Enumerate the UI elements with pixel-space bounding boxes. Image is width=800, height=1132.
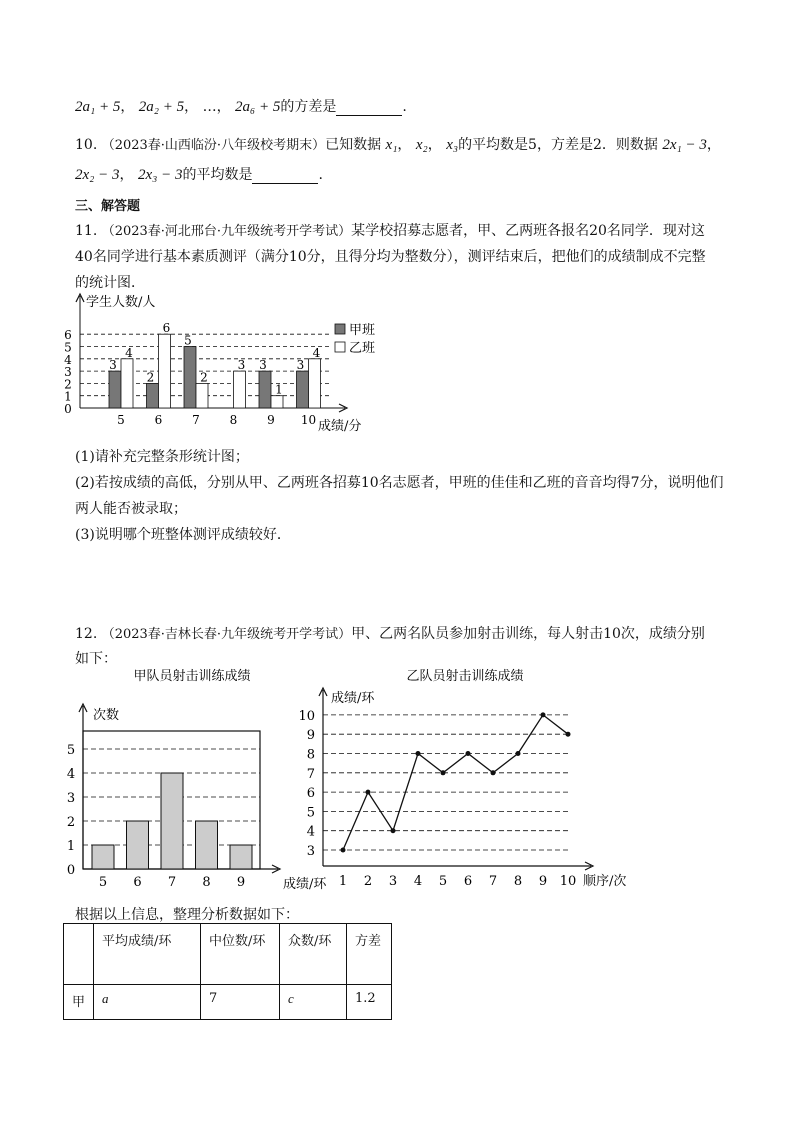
yi-shooting-line-chart [295, 666, 645, 896]
y-tick-label: 3 [66, 791, 76, 806]
legend-swatch-yi [335, 342, 345, 352]
bar [161, 773, 183, 869]
x-axis-title: 成绩/分 [318, 419, 362, 434]
q10-expr1: 2x₁ − 3 [662, 137, 707, 153]
q12-source: （2023春·吉林长春·九年级统考开学考试） [101, 627, 352, 642]
q10-line-2: 2x₂ − 3， 2x₃ − 3的平均数是 . [75, 167, 323, 183]
table-header-cell: 平均成绩/环 [94, 924, 201, 985]
q12-after: 根据以上信息，整理分析数据如下： [75, 907, 299, 923]
y-axis-title: 学生人数/人 [86, 295, 156, 310]
table-header-row [64, 924, 392, 985]
q11-line-3: 的统计图． [75, 275, 145, 291]
data-point [341, 848, 346, 853]
q11-line-2: 40名同学进行基本素质测评（满分10分，且得分均为整数分），测评结束后，把他们的成绩制成不完整 [75, 249, 706, 265]
data-point [516, 751, 521, 756]
jia-bar [147, 383, 159, 408]
q11-sub-2a: (2)若按成绩的高低，分别从甲、乙两班各招募10名志愿者，甲班的佳佳和乙班的音音均得7分，说明他们 [75, 475, 724, 491]
y-tick-label: 5 [64, 340, 72, 355]
q10-line-1: 10. （2023春·山西临汾·八年级校考期末）已知数据 x₁， x₂， x₃的平均数是5，方差是2．则数据 2x₁ − 3， [75, 137, 721, 153]
data-point [391, 828, 396, 833]
q10-source: （2023春·山西临汾·八年级校考期末） [101, 138, 326, 153]
x-tick-label: 6 [463, 874, 473, 889]
x-tick-label: 10 [559, 874, 577, 889]
y-tick-label: 7 [306, 766, 315, 782]
data-point [466, 751, 471, 756]
yi-bar [196, 383, 208, 408]
y-tick-label: 0 [64, 402, 72, 416]
q10-answer-blank[interactable] [252, 169, 318, 184]
x-tick-label: 8 [513, 874, 523, 889]
x-tick-label: 9 [267, 413, 275, 427]
q11-source: （2023春·河北邢台·九年级统考开学考试） [101, 224, 352, 239]
x-tick-label: 4 [413, 874, 423, 889]
table-cell: 1.2 [347, 985, 392, 1020]
y-tick-label: 8 [306, 747, 315, 763]
x-tick-label: 7 [488, 874, 498, 889]
q9-item-4: 2a₆ + 5 [235, 99, 281, 115]
q10-text1: 已知数据 [325, 137, 382, 153]
yi-bar-label: 1 [275, 382, 283, 397]
x-tick-label: 7 [167, 875, 177, 890]
q9-item-1: 2a₁ + 5 [75, 99, 121, 115]
x-tick-label: 2 [363, 874, 373, 889]
y-tick-label: 4 [64, 352, 72, 367]
table-header-cell [64, 924, 94, 985]
y-tick-label: 9 [306, 728, 315, 744]
legend-label-yi: 乙班 [349, 341, 376, 356]
jia-bar [297, 371, 309, 408]
y-tick-label: 6 [64, 328, 72, 343]
q9-suffix: 的方差是 [280, 99, 337, 115]
y-tick-label: 10 [298, 708, 315, 724]
jia-bar [109, 371, 121, 408]
table-header-cell: 方差 [347, 924, 392, 985]
jia-shooting-bar-chart [55, 666, 325, 896]
jia-bar [259, 371, 271, 408]
q11-text1: 某学校招募志愿者，甲、乙两班各报名20名同学．现对这 [351, 223, 705, 239]
class-score-bar-chart [50, 288, 390, 438]
legend-label-jia: 甲班 [349, 323, 376, 338]
x-tick-label: 8 [202, 875, 211, 890]
x-tick-label: 5 [98, 875, 108, 890]
q9-answer-blank[interactable] [336, 101, 402, 116]
table-cell: a [94, 985, 201, 1020]
table-header-cell: 众数/环 [280, 924, 347, 985]
x-tick-label: 5 [438, 874, 448, 889]
y-tick-label: 1 [64, 389, 72, 404]
q11-sub-3: (3)说明哪个班整体测评成绩较好． [75, 527, 291, 543]
y-tick-label: 0 [66, 863, 76, 878]
yi-bar [159, 334, 171, 408]
yi-bar-label: 3 [237, 358, 246, 373]
chart-title: 乙队员射击训练成绩 [406, 669, 524, 684]
q12-number: 12. [75, 626, 98, 642]
q10-number: 10. [75, 137, 98, 153]
legend-swatch-jia [335, 324, 345, 334]
yi-bar [121, 359, 133, 408]
x-tick-label: 7 [192, 413, 200, 427]
jia-bar-label: 2 [146, 370, 155, 385]
y-tick-label: 2 [64, 377, 72, 392]
x-tick-label: 6 [133, 875, 142, 890]
q11-sub-1: (1)请补充完整条形统计图； [75, 449, 249, 465]
x-tick-label: 3 [388, 874, 398, 889]
chart-title: 甲队员射击训练成绩 [133, 669, 251, 684]
stats-table [63, 923, 392, 1020]
jia-bar [184, 347, 196, 409]
q9-line: 2a₁ + 5， 2a₂ + 5， …， 2a₆ + 5的方差是 . [75, 99, 407, 115]
q12-text1: 甲、乙两名队员参加射击训练，每人射击10次，成绩分别 [351, 626, 705, 642]
jia-bar-label: 3 [259, 358, 267, 373]
bar [127, 821, 149, 869]
x-axis-title: 成绩/环 [283, 877, 327, 892]
table-row [64, 985, 392, 1020]
data-point [541, 712, 546, 717]
data-point [566, 732, 571, 737]
jia-bar-label: 3 [109, 358, 117, 373]
q10-text3: 的平均数是 [182, 167, 253, 183]
yi-bar-label: 2 [200, 370, 208, 385]
bar [230, 845, 252, 869]
bar [92, 845, 114, 869]
y-tick-label: 3 [306, 844, 315, 859]
table-cell: 7 [201, 985, 280, 1020]
q10-x2: x₂ [415, 137, 428, 153]
x-tick-label: 6 [154, 413, 163, 427]
y-tick-label: 1 [66, 839, 76, 854]
q11-line-1 [75, 220, 705, 240]
table-cell: c [280, 985, 347, 1020]
data-point [366, 790, 371, 795]
q12-line-2: 如下： [75, 651, 117, 667]
q9-item-2: 2a₂ + 5 [138, 99, 185, 115]
x-tick-label: 1 [338, 874, 348, 889]
y-tick-label: 5 [66, 743, 76, 758]
q10-text2: 的平均数是5，方差是2．则数据 [458, 137, 658, 153]
table-header-cell: 中位数/环 [201, 924, 280, 985]
q10-x3: x₃ [446, 137, 459, 153]
section-title: 三、解答题 [75, 199, 141, 214]
x-tick-label: 9 [538, 874, 548, 889]
jia-bar-label: 5 [184, 333, 192, 348]
data-point [441, 770, 446, 775]
yi-bar-label: 6 [162, 321, 171, 336]
x-tick-label: 10 [300, 413, 317, 427]
y-axis-title: 成绩/环 [331, 691, 375, 706]
q10-expr3: 2x₃ − 3 [137, 167, 183, 183]
yi-bar [309, 359, 321, 408]
q10-end: . [318, 167, 323, 183]
yi-bar [234, 371, 246, 408]
q9-item-3: … [202, 99, 217, 115]
jia-bar-label: 3 [296, 358, 305, 373]
data-point [491, 770, 496, 775]
x-axis-title: 顺序/次 [583, 874, 627, 889]
y-axis-title: 次数 [93, 708, 120, 723]
y-tick-label: 4 [306, 824, 315, 840]
yi-bar-label: 4 [125, 345, 133, 360]
y-tick-label: 3 [64, 365, 72, 380]
q10-x1: x₁ [385, 137, 398, 153]
q11-sub-2b: 两人能否被录取； [75, 501, 187, 517]
y-tick-label: 2 [66, 815, 76, 830]
x-tick-label: 9 [236, 875, 246, 890]
yi-bar-label: 4 [312, 345, 321, 360]
y-tick-label: 5 [306, 805, 315, 821]
y-tick-label: 6 [306, 786, 315, 802]
y-tick-label: 4 [66, 767, 76, 782]
q11-number: 11. [75, 223, 98, 239]
data-point [416, 751, 421, 756]
q12-line-1 [75, 623, 705, 643]
yi-bar [271, 396, 283, 408]
q9-end: . [402, 99, 407, 115]
x-tick-label: 5 [117, 413, 125, 427]
series-line [343, 715, 568, 850]
x-tick-label: 8 [229, 413, 238, 427]
table-cell: 甲 [64, 985, 94, 1020]
bar [196, 821, 218, 869]
q10-expr2: 2x₂ − 3 [75, 167, 120, 183]
